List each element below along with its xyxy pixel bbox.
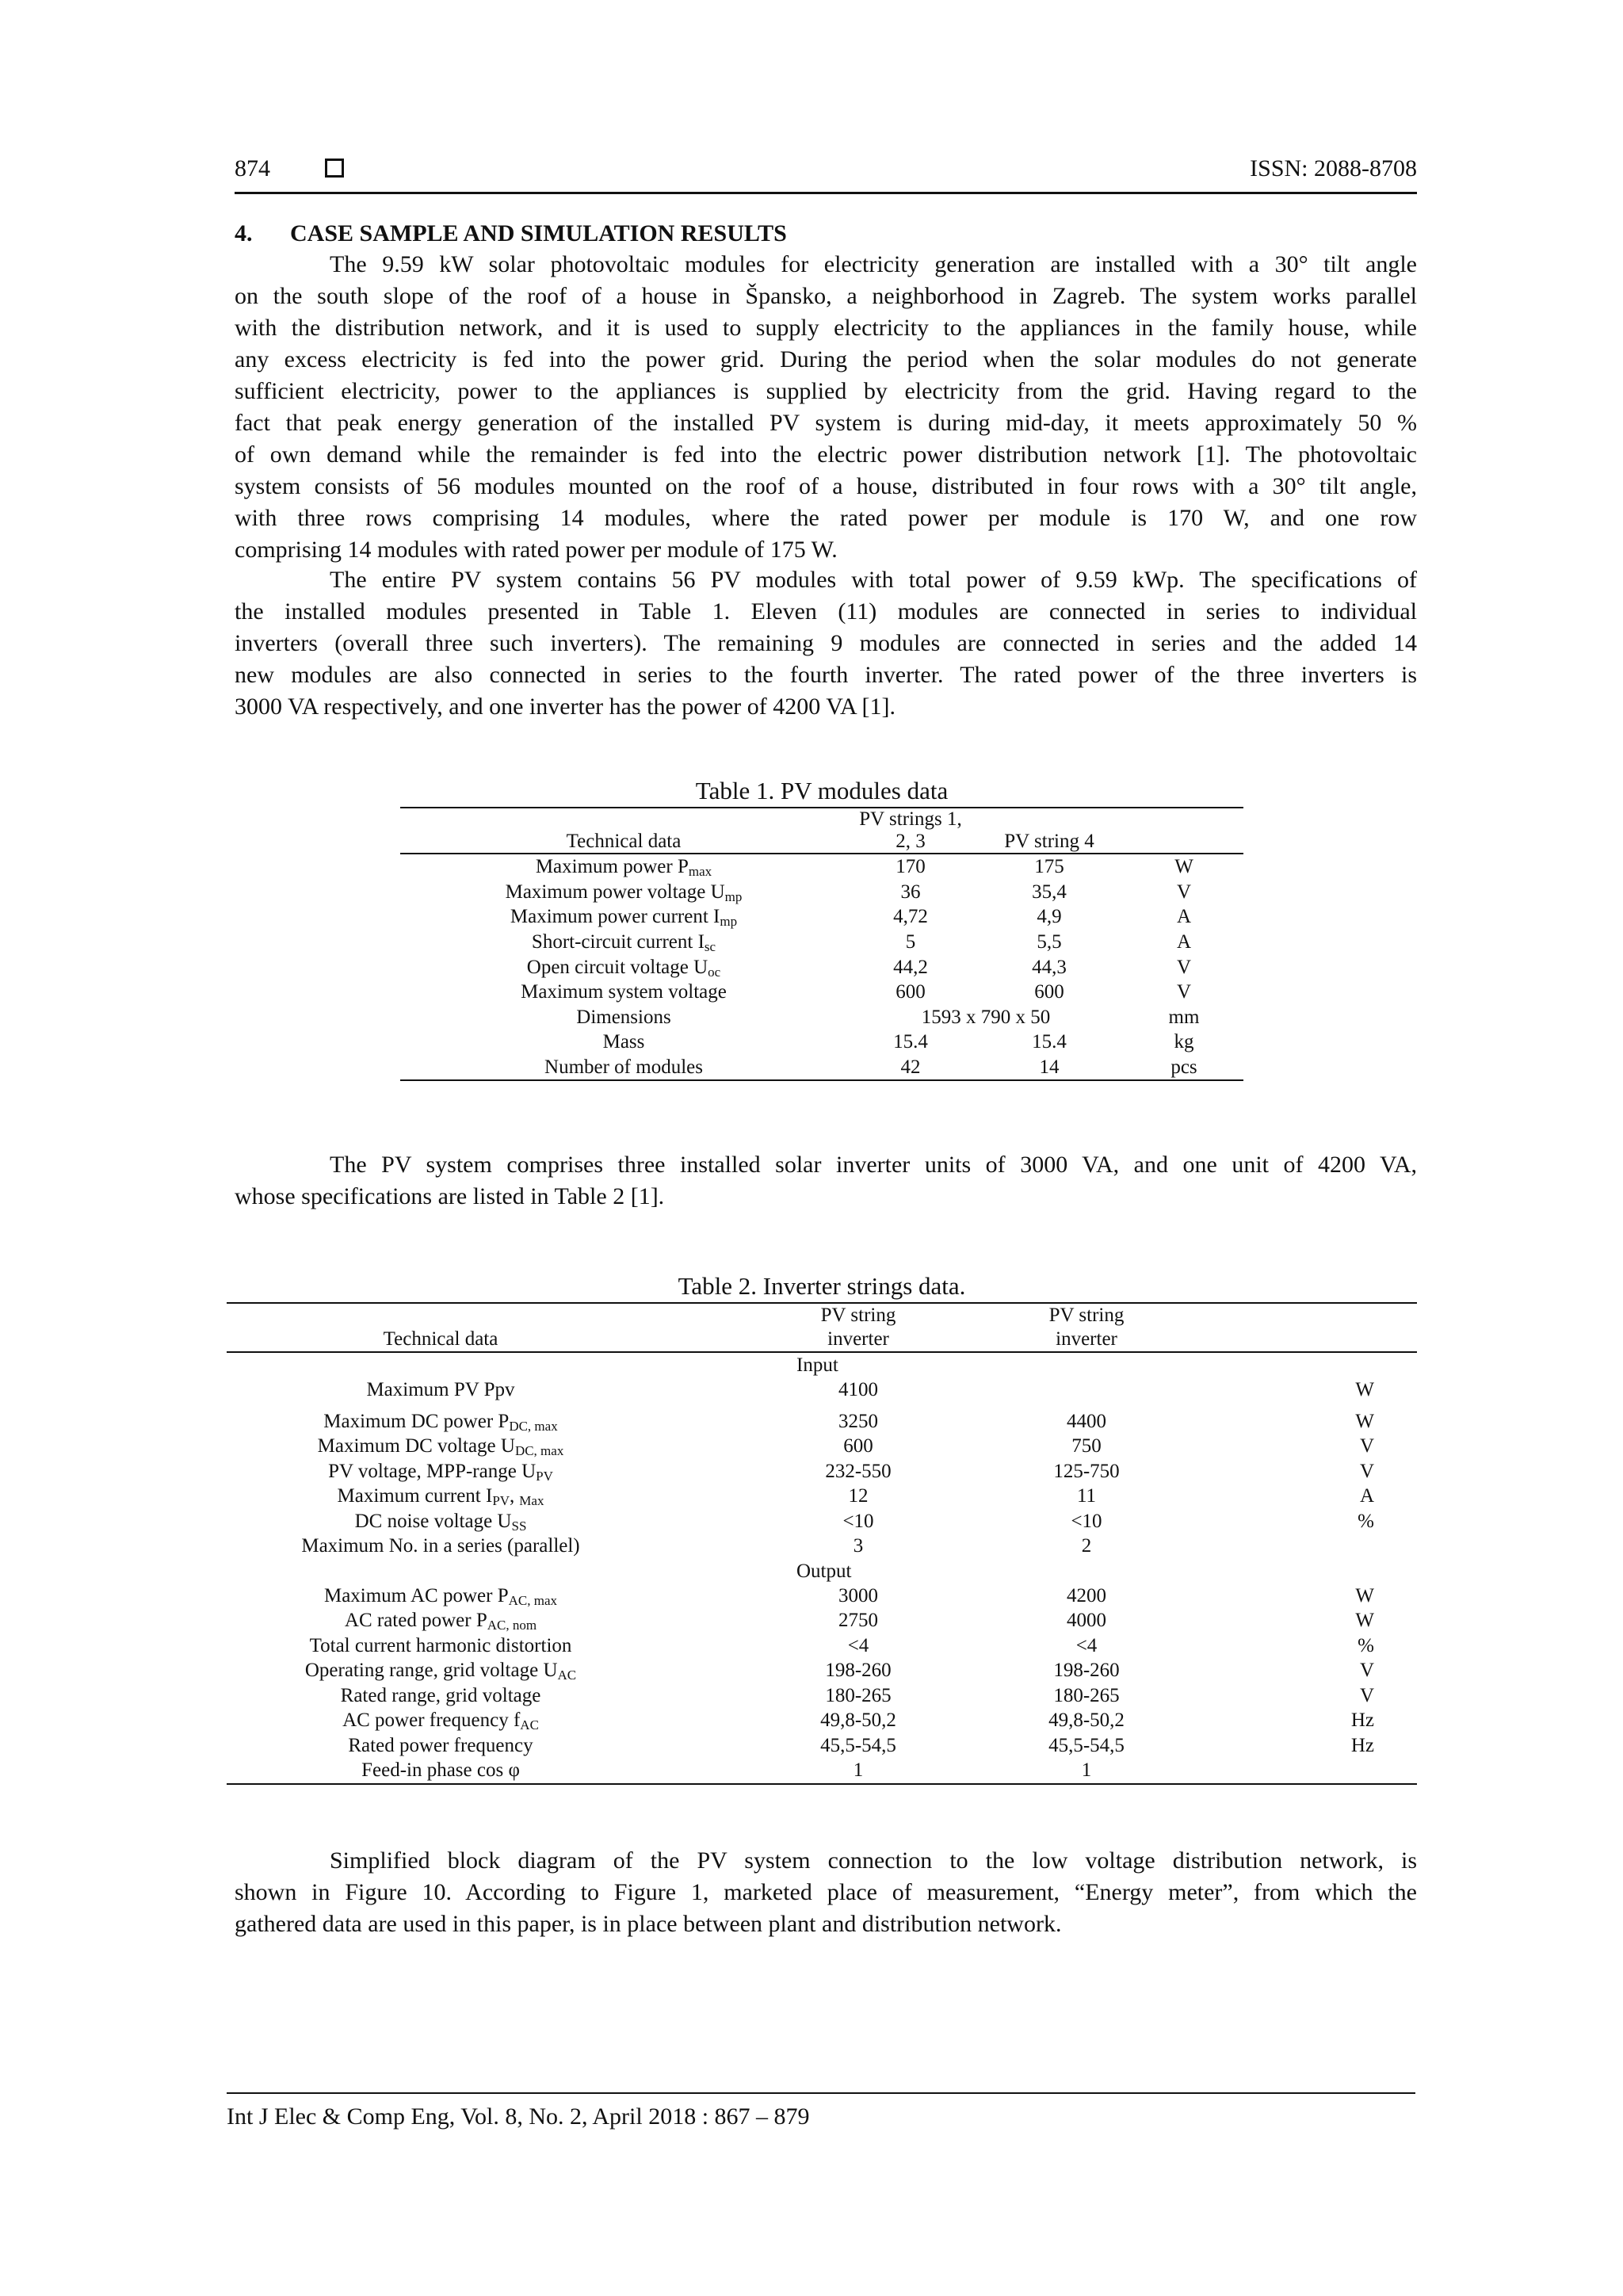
paragraph-2 xyxy=(235,564,1417,723)
table-row xyxy=(227,1459,1417,1484)
table-row xyxy=(400,1005,1243,1030)
col-header-inverter-1: PV string inverter xyxy=(720,1303,997,1352)
col-header-technical: Technical data xyxy=(400,808,847,854)
cell-inverter-2: 1 xyxy=(1081,1759,1092,1782)
cell-string-4: 175 xyxy=(1034,856,1064,878)
cell-unit: A xyxy=(1359,1485,1374,1507)
col-header-technical: Technical data xyxy=(227,1303,655,1352)
table-row xyxy=(227,1708,1417,1733)
footer-rule xyxy=(227,2092,1415,2094)
text-line: on the south slope of the roof of a house in Špansko, a neighborhood in Zagreb. The system works parallel xyxy=(235,283,1417,309)
cell-unit: W xyxy=(1355,1584,1374,1606)
row-label: Operating range, grid voltage $U_{AC}$ xyxy=(304,1660,577,1683)
cell-unit: V xyxy=(1359,1460,1374,1482)
cell-merged-value: 1593 x 790 x 50 xyxy=(921,1006,1051,1028)
cell-unit: W xyxy=(1174,856,1193,878)
cell-string-4: 35,4 xyxy=(1032,881,1067,903)
table-1 xyxy=(400,807,1243,1081)
cell-inverter-1: 45,5-54,5 xyxy=(820,1734,896,1756)
cell-inverter-1: 3000 xyxy=(838,1584,878,1606)
cell-inverter-2: 4400 xyxy=(1067,1410,1106,1432)
cell-inverter-1: 232-550 xyxy=(825,1460,892,1482)
text-line: of own demand while the remainder is fed into the electric power distribution network [1]. The photovoltaic xyxy=(235,441,1417,468)
col-header-string-4: PV string 4 xyxy=(974,808,1125,854)
cell-inverter-2: 198-260 xyxy=(1053,1660,1120,1682)
table-row xyxy=(400,854,1243,880)
row-label: Rated range, grid voltage xyxy=(340,1684,541,1706)
cell-unit: V xyxy=(1176,981,1192,1003)
cell-unit: V xyxy=(1176,956,1192,978)
cell-string-4: 600 xyxy=(1034,981,1064,1003)
table-row xyxy=(400,954,1243,980)
text-line: with the distribution network, and it is used to supply electricity to the appliances in the family house, while xyxy=(235,315,1417,341)
cell-inverter-2: 4200 xyxy=(1067,1584,1106,1606)
text-line: 3000 VA respectively, and one inverter has the power of 4200 VA [1]. xyxy=(235,693,896,720)
table-row xyxy=(400,930,1243,955)
row-label: Maximum No. in a series (parallel) xyxy=(301,1535,580,1557)
text-line: The PV system comprises three installed solar inverter units of 3000 VA, and one unit of 4200 VA, xyxy=(330,1152,1417,1178)
row-label: Maximum power voltage $U_{mp}$ xyxy=(505,881,743,904)
text-line: shown in Figure 10. According to Figure 1, marketed place of measurement, “Energy meter”, from which the xyxy=(235,1879,1417,1905)
text-line: with three rows comprising 14 modules, where the rated power per module is 170 W, and one row xyxy=(235,505,1417,531)
cell-unit: W xyxy=(1355,1610,1374,1632)
row-label: Maximum PV Ppv xyxy=(366,1379,515,1401)
cell-inverter-2: 45,5-54,5 xyxy=(1048,1734,1125,1756)
row-label: Maximum DC voltage $U_{DC, max}$ xyxy=(317,1435,564,1459)
row-label: Total current harmonic distortion xyxy=(309,1634,572,1656)
section-title: CASE SAMPLE AND SIMULATION RESULTS xyxy=(290,220,787,246)
table-row xyxy=(227,1434,1417,1459)
table-row xyxy=(227,1608,1417,1633)
cell-unit: Hz xyxy=(1350,1734,1374,1756)
cell-strings-123: 4,72 xyxy=(893,906,928,928)
cell-unit: W xyxy=(1355,1379,1374,1401)
table-row xyxy=(227,1584,1417,1609)
text-line: the installed modules presented in Table 1. Eleven (11) modules are connected in series to individual xyxy=(235,598,1417,625)
table-header-row xyxy=(227,1303,1417,1352)
cell-string-4: 4,9 xyxy=(1037,906,1062,928)
cell-inverter-1: 1 xyxy=(853,1759,864,1782)
row-label: Dimensions xyxy=(576,1006,671,1028)
cell-unit: kg xyxy=(1174,1031,1194,1053)
table-header-row xyxy=(400,808,1243,854)
table-row xyxy=(400,1030,1243,1055)
cell-unit: V xyxy=(1359,1684,1374,1706)
cell-string-4: 44,3 xyxy=(1032,956,1067,978)
text-line: gathered data are used in this paper, is in place between plant and distribution network. xyxy=(235,1911,1062,1937)
table-row xyxy=(227,1683,1417,1709)
table-row xyxy=(227,1509,1417,1534)
cell-unit: V xyxy=(1359,1660,1374,1682)
cell-strings-123: 42 xyxy=(900,1056,921,1079)
text-line: fact that peak energy generation of the installed PV system is during mid-day, it meets approximately 50 % xyxy=(235,410,1417,436)
cell-unit: V xyxy=(1359,1435,1374,1457)
cell-inverter-1: <4 xyxy=(847,1634,869,1656)
cell-inverter-2 xyxy=(997,1377,1176,1403)
cell-strings-123: 15.4 xyxy=(893,1031,928,1053)
text-line: The 9.59 kW solar photovoltaic modules for electricity generation are installed with a 30° tilt angle xyxy=(330,251,1417,277)
cell-inverter-2: 11 xyxy=(1076,1485,1097,1507)
table-2 xyxy=(227,1302,1417,1785)
page-number: 874 xyxy=(235,155,270,181)
cell-inverter-1: 600 xyxy=(843,1435,873,1457)
row-label: AC rated power $P_{AC, nom}$ xyxy=(344,1610,537,1633)
cell-inverter-1: 2750 xyxy=(838,1610,878,1632)
paragraph-3 xyxy=(235,1149,1417,1213)
table-row xyxy=(227,1758,1417,1784)
cell-unit: % xyxy=(1358,1634,1374,1656)
cell-string-4: 5,5 xyxy=(1037,931,1062,953)
table-row xyxy=(227,1534,1417,1559)
cell-inverter-2: 4000 xyxy=(1067,1610,1106,1632)
cell-inverter-1: <10 xyxy=(842,1510,874,1532)
table-row xyxy=(400,904,1243,930)
cell-unit: % xyxy=(1358,1510,1374,1532)
row-label: Maximum power $P_{max}$ xyxy=(535,856,712,880)
row-label: DC noise voltage $U_{SS}$ xyxy=(354,1510,527,1534)
text-line: comprising 14 modules with rated power per module of 175 W. xyxy=(235,537,838,563)
table-row xyxy=(227,1658,1417,1683)
cell-inverter-2: 2 xyxy=(1081,1535,1092,1557)
text-line: system consists of 56 modules mounted on the roof of a house, distributed in four rows with a 30° tilt angle, xyxy=(235,473,1417,499)
cell-unit: A xyxy=(1176,931,1192,953)
cell-inverter-2: <4 xyxy=(1075,1634,1098,1656)
cell-inverter-1: 4100 xyxy=(838,1379,878,1401)
cell-strings-123: 36 xyxy=(900,881,921,903)
row-label: Short-circuit current $I_{sc}$ xyxy=(531,931,716,955)
text-line: The entire PV system contains 56 PV modules with total power of 9.59 kWp. The specifications of xyxy=(330,567,1417,593)
header-box-icon xyxy=(325,159,344,178)
cell-string-4: 15.4 xyxy=(1032,1031,1067,1053)
cell-unit: Hz xyxy=(1350,1710,1374,1732)
cell-unit: V xyxy=(1176,881,1192,903)
paragraph-1 xyxy=(235,249,1417,566)
cell-inverter-1: 12 xyxy=(848,1485,869,1507)
table-row xyxy=(227,1633,1417,1659)
cell-string-4: 14 xyxy=(1039,1056,1060,1079)
table-row xyxy=(227,1409,1417,1435)
journal-issn: ISSN: 2088-8708 xyxy=(1250,155,1417,181)
cell-inverter-2: 180-265 xyxy=(1053,1684,1120,1706)
table-2-caption: Table 2. Inverter strings data. xyxy=(678,1272,966,1300)
row-label: PV voltage, MPP-range $U_{PV}$ xyxy=(328,1460,553,1484)
row-label: Feed-in phase cos φ xyxy=(361,1759,520,1782)
cell-inverter-2: 49,8-50,2 xyxy=(1048,1710,1125,1732)
text-line: new modules are also connected in series to the fourth inverter. The rated power of the three inverters is xyxy=(235,662,1417,688)
cell-unit: mm xyxy=(1168,1006,1200,1028)
cell-unit xyxy=(1176,1758,1417,1784)
col-header-strings-123: PV strings 1, 2, 3 xyxy=(847,808,974,854)
cell-unit: W xyxy=(1355,1410,1374,1432)
cell-strings-123: 5 xyxy=(905,931,916,953)
row-label: Maximum current $I_{PV}$, $_{Max}$ xyxy=(337,1485,544,1509)
group-output xyxy=(227,1559,1417,1584)
cell-strings-123: 170 xyxy=(896,856,926,878)
col-header-inverter-2: PV string inverter xyxy=(997,1303,1176,1352)
row-label: AC power frequency $f_{AC}$ xyxy=(342,1710,539,1733)
row-label: Maximum AC power $P_{AC, max}$ xyxy=(323,1584,558,1608)
cell-inverter-1: 3250 xyxy=(838,1410,878,1432)
cell-inverter-1: 3 xyxy=(853,1535,864,1557)
cell-inverter-1: 180-265 xyxy=(825,1684,892,1706)
cell-inverter-2: 750 xyxy=(1071,1435,1102,1457)
cell-inverter-1: 198-260 xyxy=(825,1660,892,1682)
paragraph-4 xyxy=(235,1845,1417,1940)
table-row xyxy=(400,980,1243,1005)
group-label: Input xyxy=(796,1354,838,1376)
text-line: Simplified block diagram of the PV system connection to the low voltage distribution network, is xyxy=(330,1847,1417,1874)
cell-strings-123: 44,2 xyxy=(893,956,928,978)
text-line: sufficient electricity, power to the appliances is supplied by electricity from the grid. Having regard to the xyxy=(235,378,1417,404)
cell-inverter-2: <10 xyxy=(1071,1510,1102,1532)
row-label: Maximum power current $I_{mp}$ xyxy=(510,906,738,930)
section-number: 4. xyxy=(235,220,253,246)
cell-unit: pcs xyxy=(1170,1056,1197,1079)
table-row xyxy=(400,1055,1243,1081)
row-label: Mass xyxy=(602,1031,645,1053)
cell-unit xyxy=(1176,1534,1417,1559)
table-row xyxy=(400,880,1243,905)
row-label: Rated power frequency xyxy=(348,1734,533,1756)
cell-inverter-1: 49,8-50,2 xyxy=(820,1710,896,1732)
text-line: inverters (overall three such inverters). The remaining 9 modules are connected in series and the added 14 xyxy=(235,630,1417,656)
row-label: Maximum DC power $P_{DC, max}$ xyxy=(323,1410,558,1434)
cell-strings-123: 600 xyxy=(896,981,926,1003)
row-label: Number of modules xyxy=(544,1056,703,1079)
table-row xyxy=(227,1484,1417,1509)
cell-inverter-2: 125-750 xyxy=(1053,1460,1120,1482)
row-label: Open circuit voltage $U_{oc}$ xyxy=(526,956,721,980)
header-rule xyxy=(235,192,1417,194)
col-header-unit xyxy=(1125,808,1243,854)
text-line: whose specifications are listed in Table 2 [1]. xyxy=(235,1183,665,1209)
group-input xyxy=(227,1352,1417,1377)
row-label: Maximum system voltage xyxy=(521,981,727,1003)
text-line: any excess electricity is fed into the power grid. During the period when the solar modules do not generate xyxy=(235,346,1417,372)
table-1-caption: Table 1. PV modules data xyxy=(695,777,949,804)
footer-citation: Int J Elec & Comp Eng, Vol. 8, No. 2, April 2018 : 867 – 879 xyxy=(227,2103,810,2130)
table-row xyxy=(227,1733,1417,1759)
table-row xyxy=(227,1377,1417,1403)
group-label: Output xyxy=(796,1560,852,1582)
cell-unit: A xyxy=(1176,906,1192,928)
